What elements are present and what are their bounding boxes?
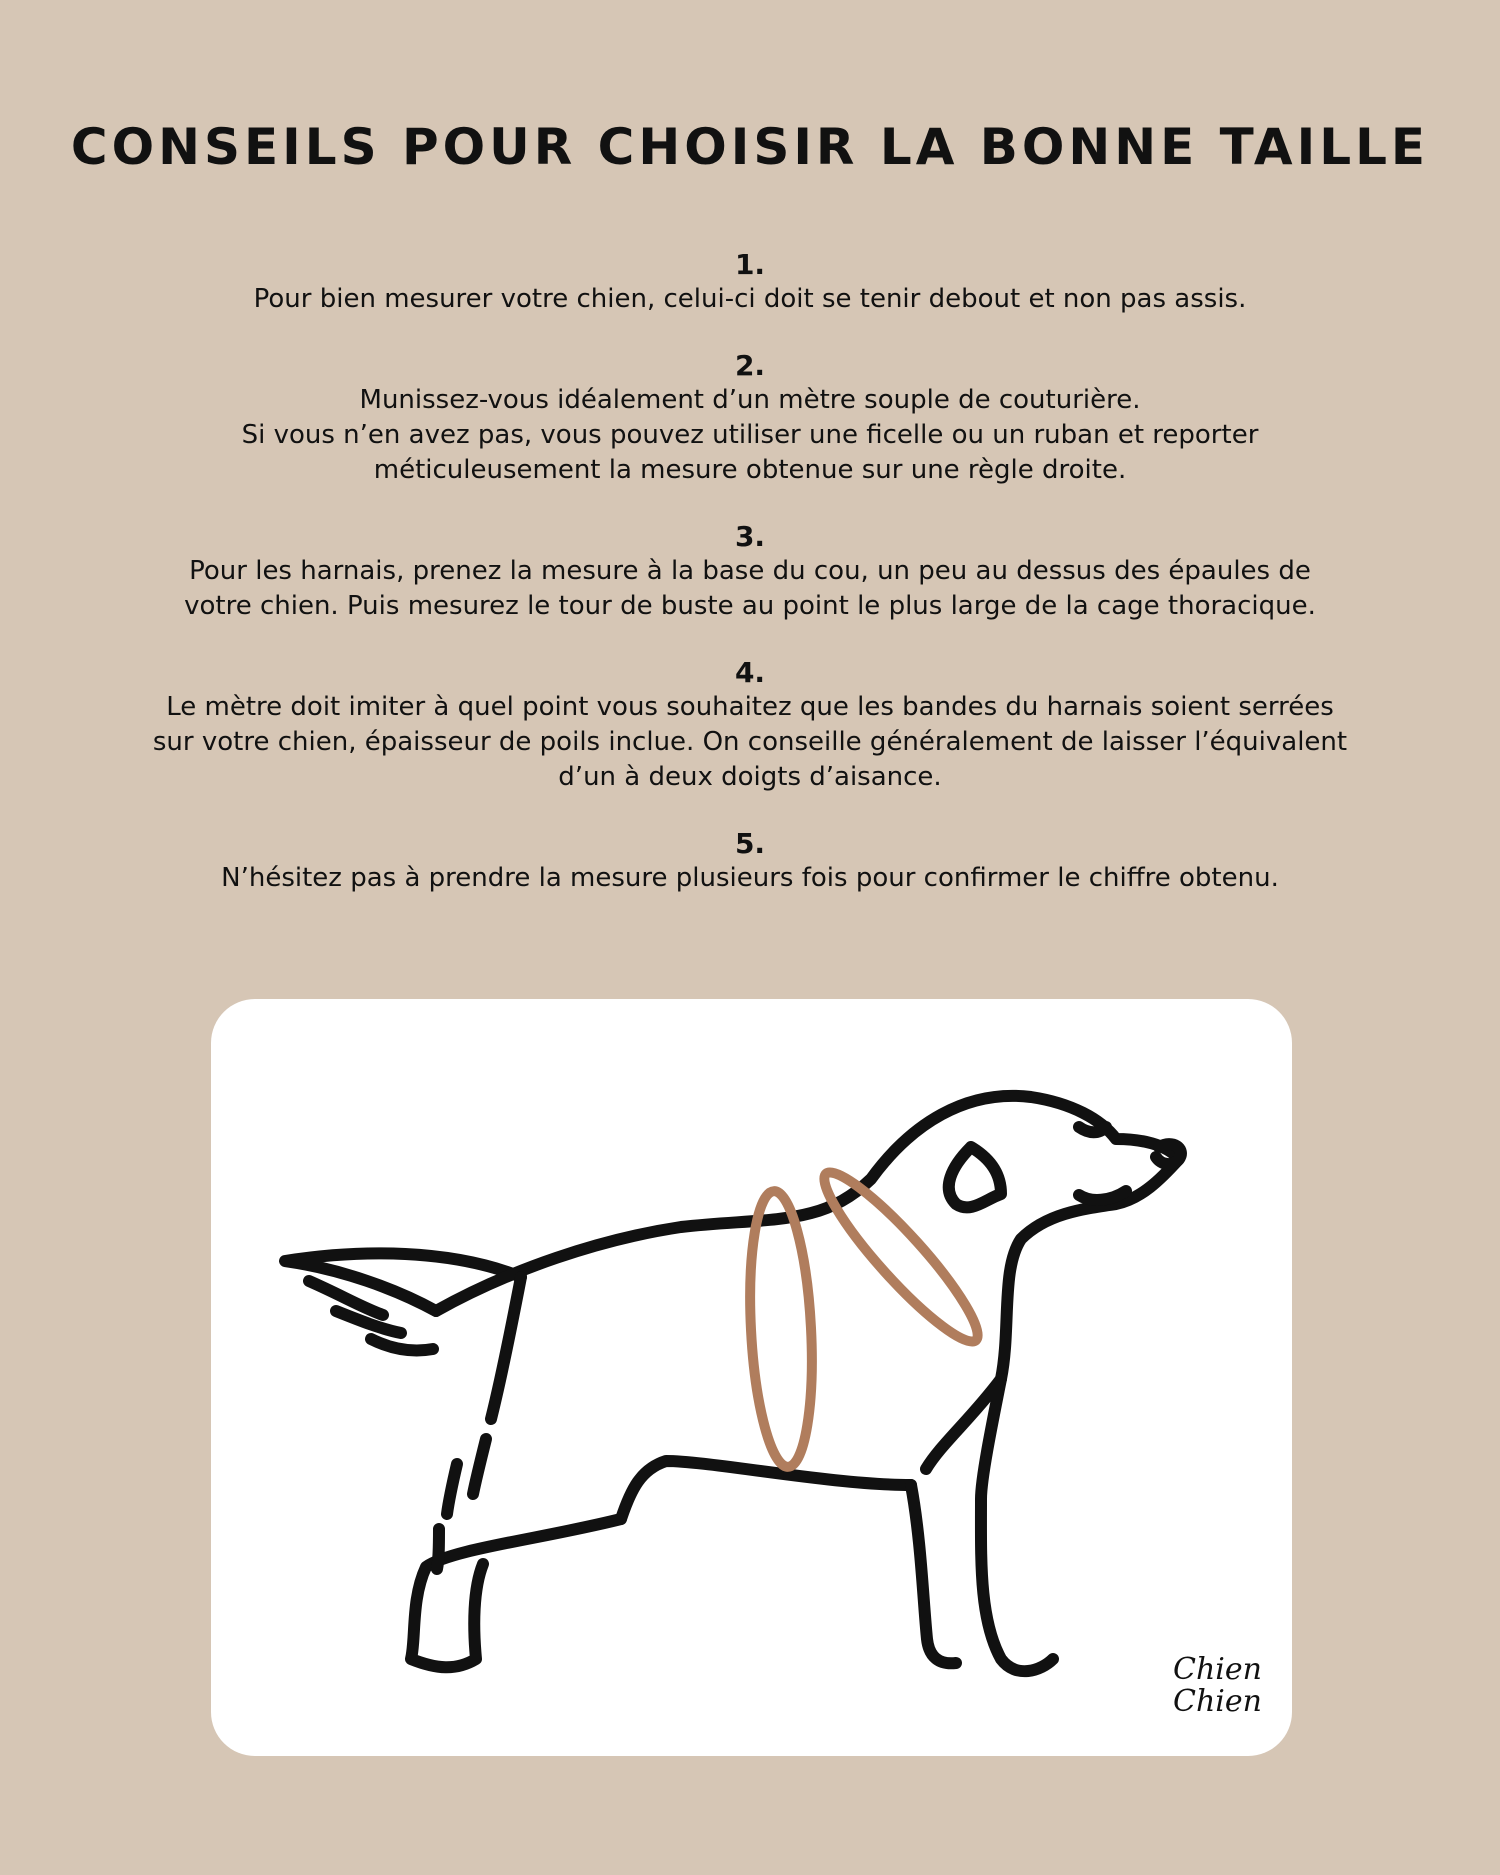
tips-list [100,248,1400,928]
dog-measurement-illustration-icon [211,999,1292,1756]
dog-mouth [1079,1191,1126,1200]
tip-3 [100,520,1400,624]
tip-text-line: méticuleusement la mesure obtenue sur une règle droite. [373,455,1127,485]
tip-text-line: Munissez-vous idéalement d’un mètre souple de couturière. [359,385,1141,415]
tip-text-line: N’hésitez pas à prendre la mesure plusieurs fois pour confirmer le chiffre obtenu. [221,863,1279,893]
tip-number: 4. [734,656,766,689]
dog-hip-fur [437,1529,439,1569]
tip-text-line: sur votre chien, épaisseur de poils inclue. On conseille généralement de laisser l’équivalent [152,727,1348,757]
signature [1173,1652,1262,1719]
tip-text-line: Le mètre doit imiter à quel point vous souhaitez que les bandes du harnais soient serrées [166,692,1334,722]
illustration-card [211,999,1292,1756]
page-title: CONSEILS POUR CHOISIR LA BONNE TAILLE [70,118,1430,176]
chest-girth-loop [744,1190,818,1469]
neck-loop [810,1159,993,1355]
tip-text-line: Pour bien mesurer votre chien, celui-ci doit se tenir debout et non pas assis. [253,284,1247,314]
tip-text-line: Si vous n’en avez pas, vous pouvez utiliser une ficelle ou un ruban et reporter [241,420,1259,450]
tip-4 [100,656,1400,795]
dog-ear [949,1147,1001,1207]
signature-line-1: Chien [1173,1652,1262,1687]
tip-text-line: d’un à deux doigts d’aisance. [558,762,942,792]
tip-2 [100,349,1400,488]
tip-number: 2. [734,349,766,382]
dog-front-leg [911,1485,956,1663]
tip-number: 1. [734,248,766,281]
dog-belly [621,1461,911,1519]
tip-1 [100,248,1400,317]
dog-hip-fur [473,1439,486,1494]
tail-feather [371,1339,433,1351]
tip-5 [100,827,1400,896]
dog-hip-fur [447,1464,457,1514]
dog-hip [491,1277,521,1419]
tip-text-line: Pour les harnais, prenez la mesure à la base du cou, un peu au dessus des épaules de [189,556,1311,586]
tip-text-line: votre chien. Puis mesurez le tour de buste au point le plus large de la cage thoracique. [184,591,1316,621]
tip-number: 3. [734,520,766,553]
tip-number: 5. [734,827,766,860]
dog-eye [1079,1127,1106,1132]
dog-outline [285,1096,1181,1671]
signature-line-2: Chien [1173,1684,1262,1719]
